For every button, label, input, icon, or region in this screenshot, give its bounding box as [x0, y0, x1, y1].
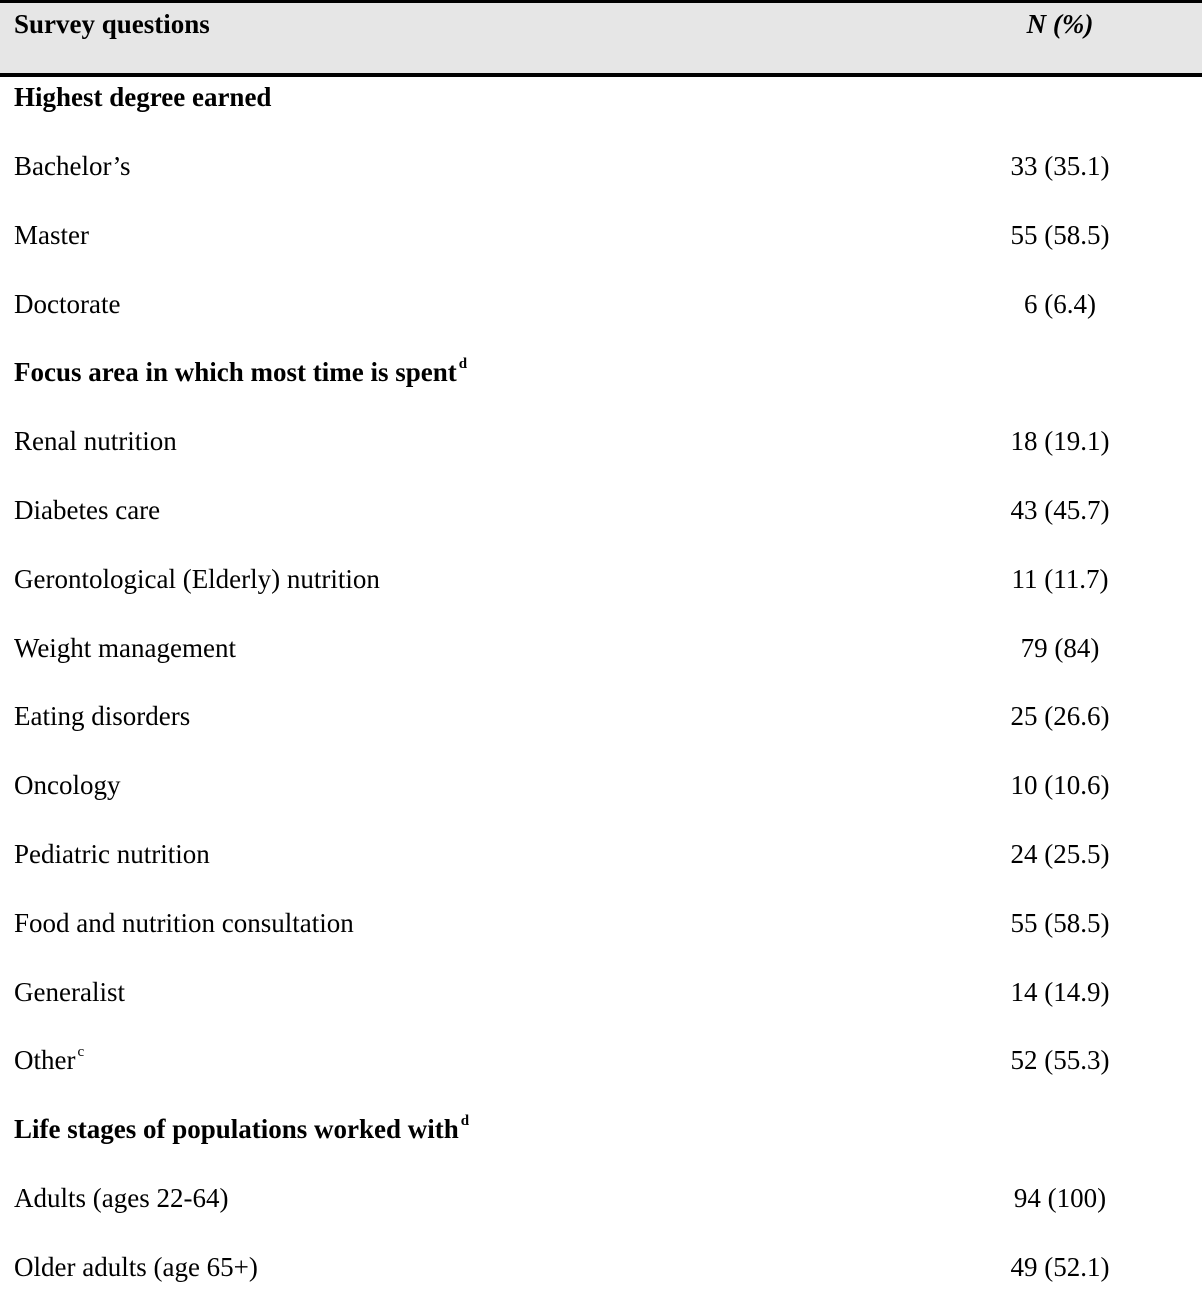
row-label: [14, 631, 236, 665]
row-label-text: Gerontological (Elderly) nutrition: [14, 563, 380, 594]
row-label: [14, 424, 177, 458]
row-label: [14, 562, 380, 596]
row-label-text: Oncology: [14, 770, 121, 801]
row-value: 94 (100): [1013, 1182, 1107, 1213]
row-label: [14, 493, 160, 527]
row-label: [14, 218, 89, 252]
row-label: [14, 837, 210, 871]
row-value: 11 (11.7): [1011, 563, 1109, 594]
table-row: [0, 273, 1202, 342]
row-label: [14, 1250, 258, 1284]
table-row: [0, 479, 1202, 548]
row-label-text: Master: [14, 219, 89, 250]
row-label-text: Eating disorders: [14, 701, 191, 732]
row-label: [14, 975, 125, 1009]
section-title-text: Highest degree earned: [14, 82, 272, 112]
row-value: 18 (19.1): [1010, 426, 1110, 457]
table-row: [0, 961, 1202, 1030]
row-label: [14, 699, 190, 733]
row-label: [14, 1181, 228, 1215]
table-row: [0, 617, 1202, 686]
table-body: [0, 77, 1202, 1305]
row-label: [14, 906, 354, 940]
section-title: [14, 355, 467, 389]
row-value: 55 (58.5): [1010, 219, 1110, 250]
section-title-text: Focus area in which most time is spent: [14, 357, 457, 388]
table-row: [0, 1236, 1202, 1305]
table-row: [0, 410, 1202, 479]
table-row: [0, 1167, 1202, 1236]
table-row: [0, 204, 1202, 273]
table-row: [0, 548, 1202, 617]
row-label-text: Food and nutrition consultation: [14, 907, 354, 938]
row-value: 49 (52.1): [1010, 1251, 1110, 1282]
row-value: 79 (84): [1020, 632, 1100, 663]
table-header: [0, 0, 1202, 77]
row-label-text: Adults (ages 22-64): [14, 1182, 229, 1213]
table-row: [0, 135, 1202, 204]
table-row: [0, 754, 1202, 823]
row-value: 24 (25.5): [1010, 838, 1110, 869]
table-row: [0, 823, 1202, 892]
section-header-row: [0, 341, 1202, 410]
table-row: [0, 1029, 1202, 1098]
row-label: [14, 149, 130, 183]
header-survey-questions: Survey questions: [14, 9, 210, 39]
section-title: [14, 1112, 469, 1146]
row-value: 52 (55.3): [1010, 1045, 1110, 1076]
row-value: 14 (14.9): [1010, 976, 1110, 1007]
row-label-text: Other: [14, 1045, 76, 1076]
section-header-row: [0, 1098, 1202, 1167]
row-label-text: Weight management: [14, 632, 236, 663]
row-label-text: Generalist: [14, 976, 125, 1007]
row-label-text: Diabetes care: [14, 494, 161, 525]
section-title-text: Life stages of populations worked with: [14, 1114, 459, 1145]
row-label-text: Doctorate: [14, 288, 121, 319]
footnote-marker: d: [460, 1113, 470, 1130]
row-value: 10 (10.6): [1010, 770, 1110, 801]
row-label: [14, 287, 120, 321]
row-label-text: Bachelor’s: [14, 151, 131, 181]
footnote-marker: d: [458, 356, 468, 373]
row-label-text: Older adults (age 65+): [14, 1251, 258, 1282]
table-row: [0, 685, 1202, 754]
row-label-text: Pediatric nutrition: [14, 838, 210, 869]
row-label: [14, 768, 120, 802]
row-label: [14, 1043, 84, 1077]
row-value: 6 (6.4): [1024, 288, 1096, 319]
row-label-text: Renal nutrition: [14, 426, 177, 457]
row-value: 33 (35.1): [1010, 151, 1110, 181]
row-value: 25 (26.6): [1010, 701, 1110, 732]
section-header-row: [0, 77, 1202, 135]
footnote-marker: c: [77, 1044, 85, 1061]
table-row: [0, 892, 1202, 961]
row-value: 55 (58.5): [1010, 907, 1110, 938]
header-n-percent: N (%): [1026, 9, 1094, 39]
section-title: [14, 80, 271, 114]
row-value: 43 (45.7): [1010, 494, 1110, 525]
